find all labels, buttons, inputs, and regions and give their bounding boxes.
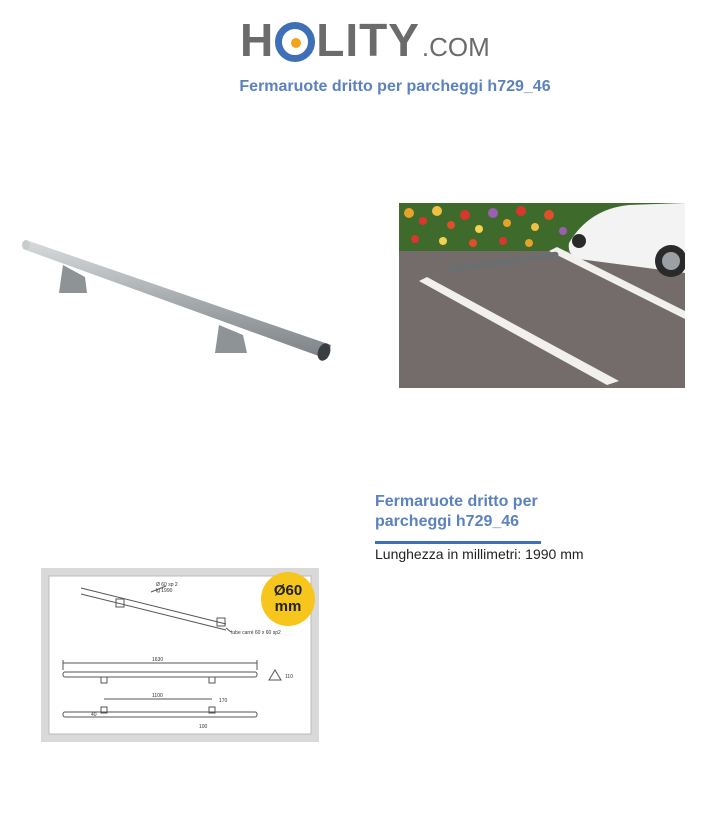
spec-length: Lunghezza in millimetri: 1990 mm: [375, 546, 584, 562]
dim-spacing: 1100: [152, 693, 163, 699]
page-title: Fermaruote dritto per parcheggi h729_46: [239, 78, 551, 95]
dim-small-1: 40: [91, 712, 97, 718]
dim-small-2: 170: [219, 698, 228, 704]
logo-wordmark: [240, 10, 420, 70]
dim-height: 110: [285, 674, 293, 680]
product-title: Fermaruote dritto per parcheggi h729_46: [375, 493, 538, 530]
bar-end-left: [22, 240, 30, 250]
dim-total: 1630: [152, 657, 164, 663]
diameter-badge: [261, 572, 315, 626]
title-divider: [375, 541, 541, 544]
bar-pipe: [23, 241, 331, 359]
parking-photo: [399, 203, 685, 388]
logo-o-icon: [275, 22, 315, 62]
technical-drawing: [41, 568, 319, 742]
logo-letter-h: H: [240, 14, 275, 66]
logo-suffix: .COM: [421, 32, 490, 62]
logo-letters: LITY: [316, 14, 420, 66]
label-length: lg 1990: [156, 588, 173, 594]
badge-unit: mm: [274, 598, 302, 615]
dim-small-3: 100: [199, 724, 208, 730]
label-tube: tube carré 60 x 60 sp2: [231, 630, 281, 636]
bar-foot-right: [215, 325, 247, 353]
badge-value: Ø60: [273, 582, 303, 599]
holity-logo[interactable]: [240, 10, 490, 70]
product-photo: [15, 235, 340, 375]
label-pipe: Ø 60 sp 2: [156, 582, 178, 588]
